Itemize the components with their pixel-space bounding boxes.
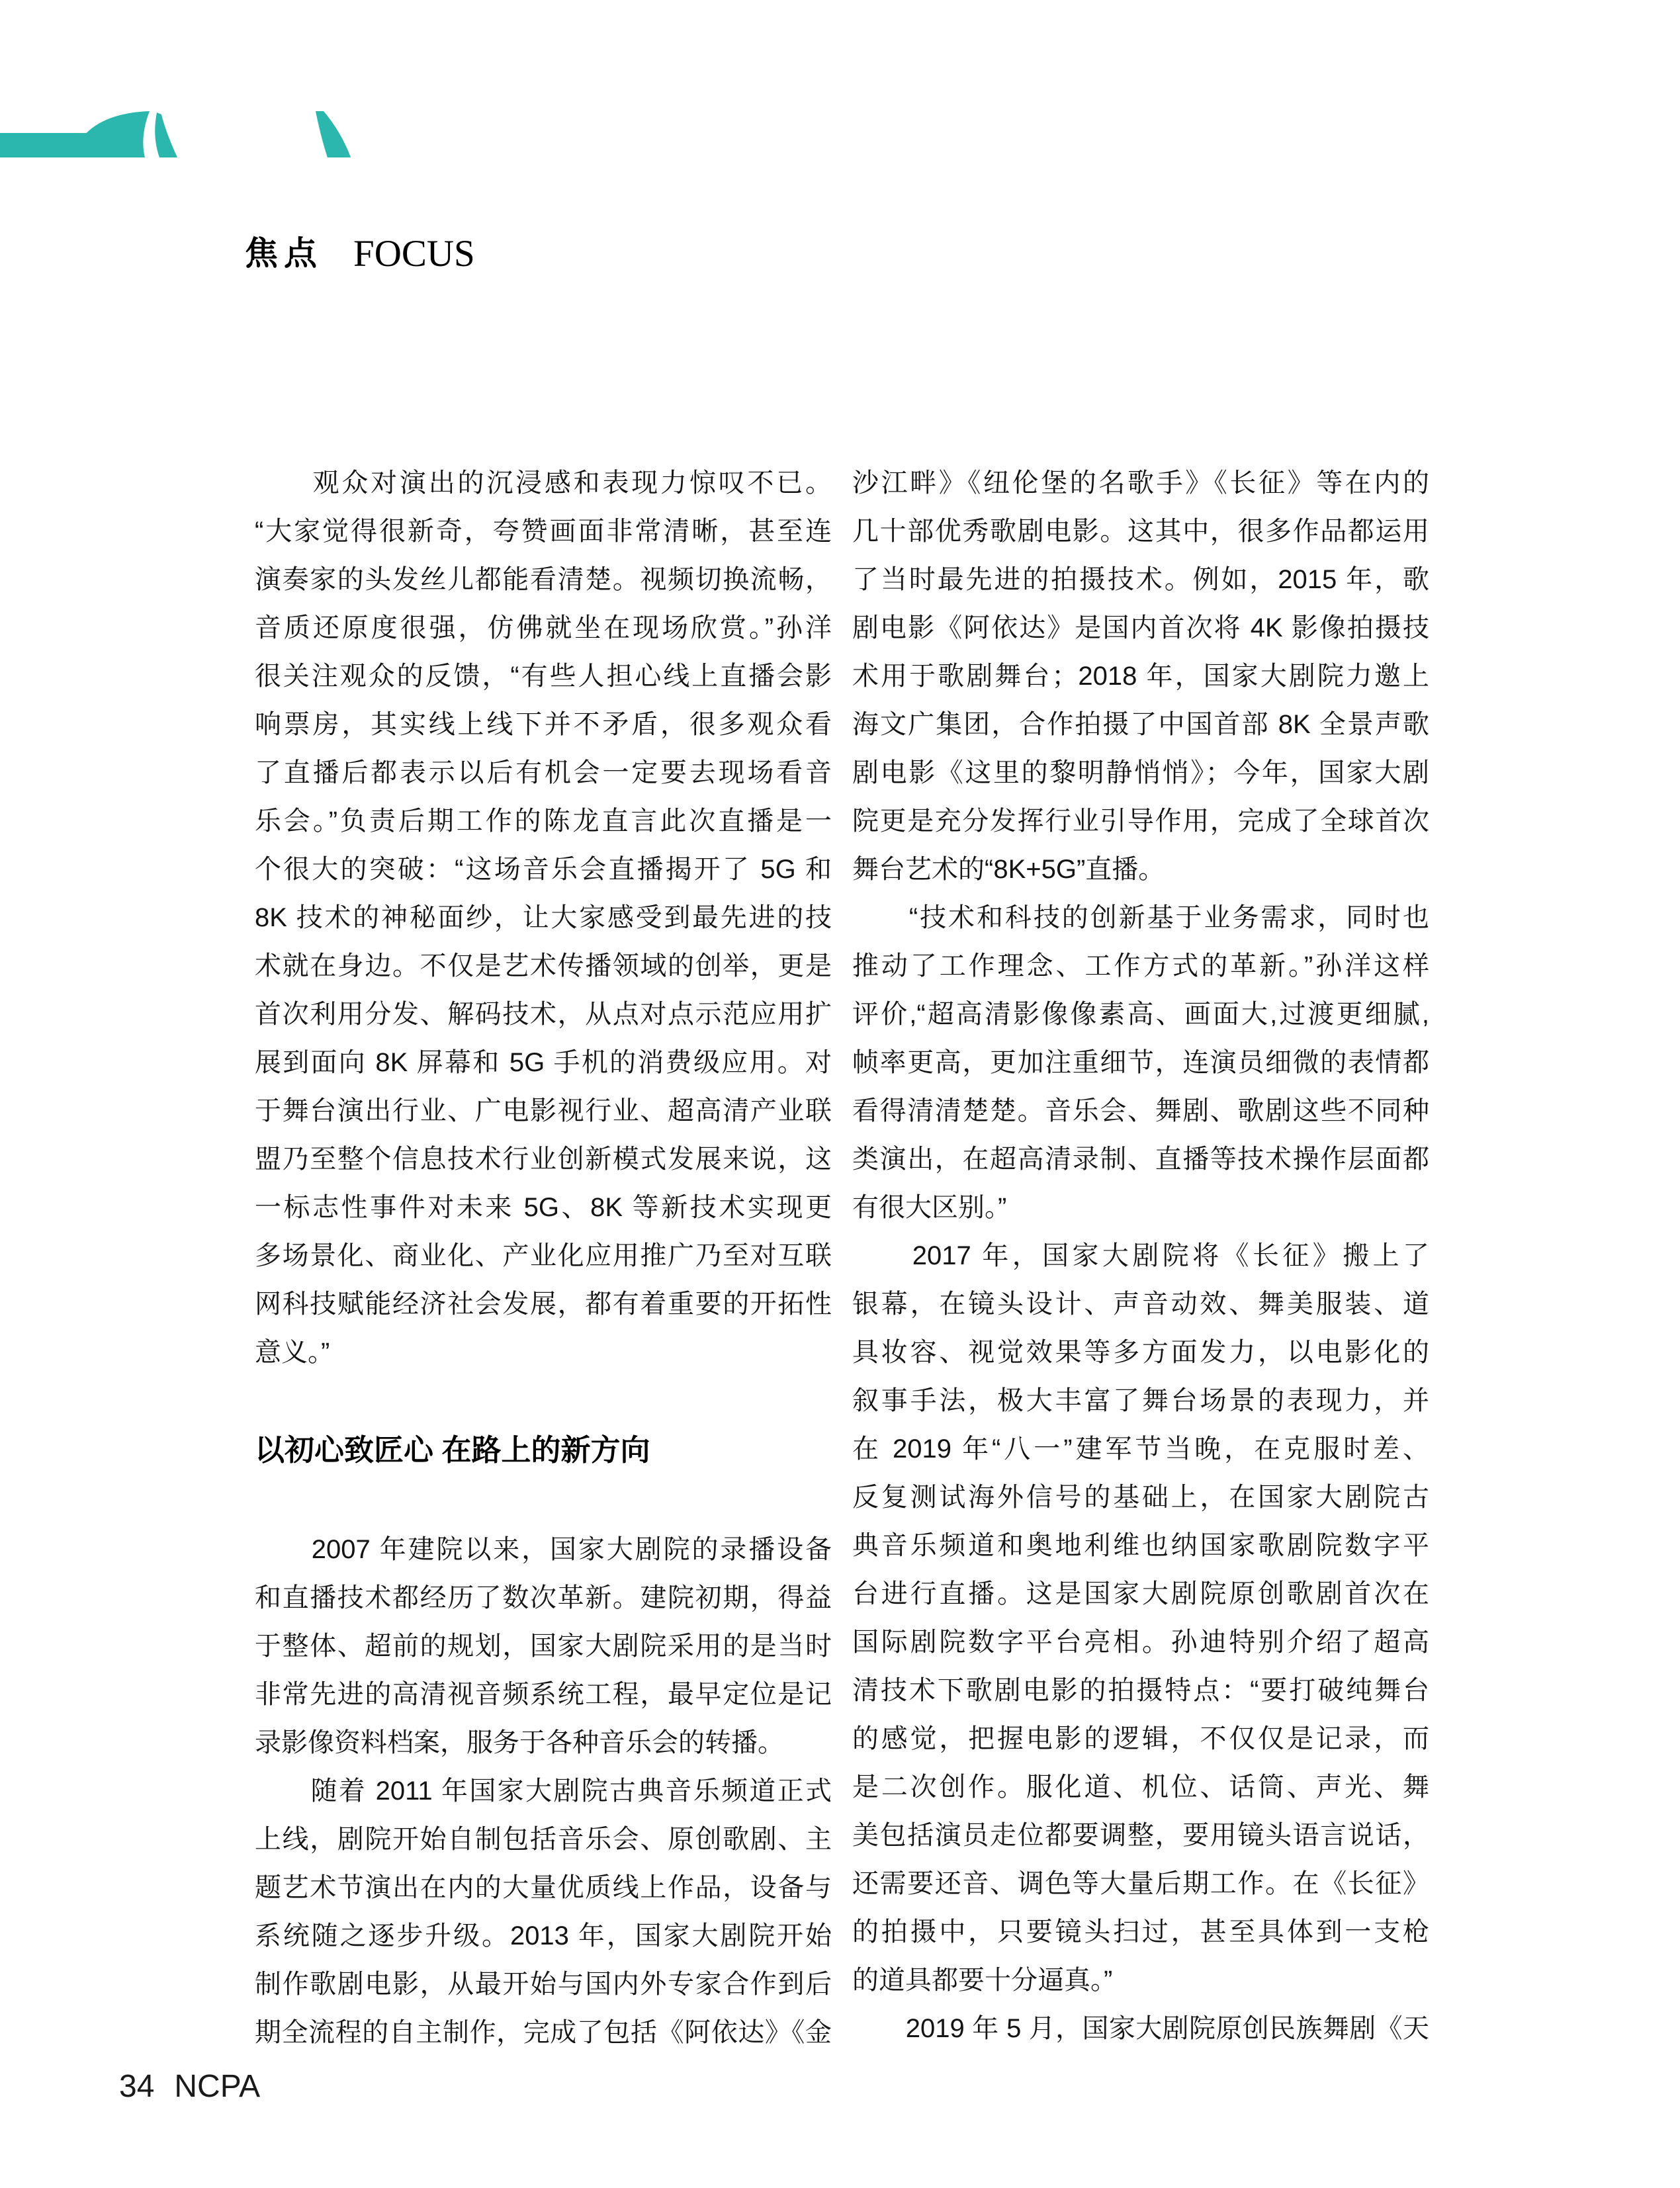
right-column bbox=[852, 459, 1429, 2053]
text-line: 反复测试海外信号的基础上，在国家大剧院古 bbox=[852, 1483, 1429, 1512]
text-line: 2017 年，国家大剧院将《长征》搬上了 bbox=[852, 1241, 1429, 1270]
text-line: 随着 2011 年国家大剧院古典音乐频道正式 bbox=[255, 1776, 832, 1806]
text-line: 录影像资料档案，服务于各种音乐会的转播。 bbox=[255, 1728, 784, 1757]
text-line: 舞台艺术的“8K+5G”直播。 bbox=[852, 855, 1165, 884]
text-line: 的道具都要十分逼真。” bbox=[852, 1966, 1113, 1995]
text-line: 在 2019 年“八一”建军节当晚，在克服时差、 bbox=[852, 1434, 1429, 1464]
text-line: 了当时最先进的拍摄技术。例如，2015 年，歌 bbox=[852, 565, 1429, 594]
text-line: 非常先进的高清视音频系统工程，最早定位是记 bbox=[255, 1680, 832, 1709]
text-line: 观众对演出的沉浸感和表现力惊叹不已。 bbox=[255, 468, 832, 498]
text-line: 台进行直播。这是国家大剧院原创歌剧首次在 bbox=[852, 1579, 1429, 1608]
text-line: 上线，剧院开始自制包括音乐会、原创歌剧、主 bbox=[255, 1825, 832, 1854]
text-line: 剧电影《阿依达》是国内首次将 4K 影像拍摄技 bbox=[852, 613, 1429, 642]
text-line: 音质还原度很强，仿佛就坐在现场欣赏。”孙洋 bbox=[255, 613, 832, 642]
text-line: 评价,“超高清影像像素高、画面大,过渡更细腻, bbox=[852, 1000, 1429, 1029]
text-line: 国际剧院数字平台亮相。孙迪特别介绍了超高 bbox=[852, 1628, 1429, 1657]
text-line: 术就在身边。不仅是艺术传播领域的创举，更是 bbox=[255, 951, 832, 981]
text-line: 看得清清楚楚。音乐会、舞剧、歌剧这些不同种 bbox=[852, 1096, 1429, 1125]
text-line: 有很大区别。” bbox=[852, 1193, 1007, 1222]
text-line: 个很大的突破：“这场音乐会直播揭开了 5G 和 bbox=[255, 855, 832, 884]
text-line: 期全流程的自主制作，完成了包括《阿依达》《金 bbox=[255, 2018, 832, 2047]
text-line: 美包括演员走位都要调整，要用镜头语言说话， bbox=[852, 1821, 1429, 1850]
text-line: 叙事手法，极大丰富了舞台场景的表现力，并 bbox=[852, 1386, 1429, 1415]
text-line: 和直播技术都经历了数次革新。建院初期，得益 bbox=[255, 1583, 832, 1612]
text-line: 的拍摄中，只要镜头扫过，甚至具体到一支枪 bbox=[852, 1917, 1429, 1947]
text-line: 几十部优秀歌剧电影。这其中，很多作品都运用 bbox=[852, 517, 1429, 546]
text-line: 院更是充分发挥行业引导作用，完成了全球首次 bbox=[852, 807, 1429, 836]
text-line: 术用于歌剧舞台；2018 年，国家大剧院力邀上 bbox=[852, 662, 1429, 691]
text-line: 2019 年 5 月，国家大剧院原创民族舞剧《天 bbox=[852, 2014, 1429, 2043]
text-line: 题艺术节演出在内的大量优质线上作品，设备与 bbox=[255, 1873, 832, 1902]
section-heading: 以初心致匠心 在路上的新方向 bbox=[255, 1433, 650, 1467]
logo-text-en: FOCUS bbox=[353, 233, 475, 275]
page-footer bbox=[119, 2070, 260, 2104]
text-line: 展到面向 8K 屏幕和 5G 手机的消费级应用。对 bbox=[255, 1048, 832, 1077]
text-line: 制作歌剧电影，从最开始与国内外专家合作到后 bbox=[255, 1970, 832, 1999]
text-line: 的感觉，把握电影的逻辑，不仅仅是记录，而 bbox=[852, 1724, 1429, 1753]
text-line: 盟乃至整个信息技术行业创新模式发展来说，这 bbox=[255, 1145, 832, 1174]
text-line: 推动了工作理念、工作方式的革新。”孙洋这样 bbox=[852, 951, 1429, 981]
text-line: 了直播后都表示以后有机会一定要去现场看音 bbox=[255, 758, 832, 787]
text-line: 一标志性事件对未来 5G、8K 等新技术实现更 bbox=[255, 1193, 832, 1222]
text-line: 网科技赋能经济社会发展，都有着重要的开拓性 bbox=[255, 1290, 832, 1319]
text-line: 类演出，在超高清录制、直播等技术操作层面都 bbox=[852, 1145, 1429, 1174]
text-line: 典音乐频道和奥地利维也纳国家歌剧院数字平 bbox=[852, 1531, 1429, 1560]
text-line: 响票房，其实线上线下并不矛盾，很多观众看 bbox=[255, 710, 832, 739]
header-logo bbox=[0, 111, 503, 275]
focus-logo-graphic bbox=[0, 111, 503, 160]
text-line: 帧率更高，更加注重细节，连演员细微的表情都 bbox=[852, 1048, 1429, 1077]
text-line: 还需要还音、调色等大量后期工作。在《长征》 bbox=[852, 1869, 1429, 1898]
text-line: 具妆容、视觉效果等多方面发力，以电影化的 bbox=[852, 1338, 1429, 1367]
text-line: 乐会。”负责后期工作的陈龙直言此次直播是一 bbox=[255, 807, 832, 836]
journal-name: NCPA bbox=[174, 2069, 261, 2104]
text-line: 2007 年建院以来，国家大剧院的录播设备 bbox=[255, 1535, 832, 1564]
text-line: “技术和科技的创新基于业务需求，同时也 bbox=[852, 903, 1429, 932]
text-line: 首次利用分发、解码技术，从点对点示范应用扩 bbox=[255, 1000, 832, 1029]
page-number: 34 bbox=[119, 2069, 155, 2104]
text-line: 意义。” bbox=[255, 1338, 330, 1367]
text-line: 清技术下歌剧电影的拍摄特点：“要打破纯舞台 bbox=[852, 1676, 1429, 1705]
text-line: 剧电影《这里的黎明静悄悄》；今年，国家大剧 bbox=[852, 758, 1429, 787]
text-line: 于整体、超前的规划，国家大剧院采用的是当时 bbox=[255, 1632, 832, 1661]
text-line: 于舞台演出行业、广电影视行业、超高清产业联 bbox=[255, 1096, 832, 1125]
text-line: 系统随之逐步升级。2013 年，国家大剧院开始 bbox=[255, 1921, 832, 1950]
text-line: “大家觉得很新奇，夸赞画面非常清晰，甚至连 bbox=[255, 517, 832, 546]
text-line: 很关注观众的反馈，“有些人担心线上直播会影 bbox=[255, 662, 832, 691]
left-column bbox=[255, 459, 832, 2057]
text-line: 沙江畔》《纽伦堡的名歌手》《长征》等在内的 bbox=[852, 468, 1429, 498]
logo-text-cn: 焦点 bbox=[245, 235, 323, 272]
text-line: 演奏家的头发丝儿都能看清楚。视频切换流畅， bbox=[255, 565, 832, 594]
text-line: 海文广集团，合作拍摄了中国首部 8K 全景声歌 bbox=[852, 710, 1429, 739]
text-line: 是二次创作。服化道、机位、话筒、声光、舞 bbox=[852, 1772, 1429, 1802]
text-line: 银幕，在镜头设计、声音动效、舞美服装、道 bbox=[852, 1290, 1429, 1319]
text-line: 8K 技术的神秘面纱，让大家感受到最先进的技 bbox=[255, 903, 832, 932]
text-line: 多场景化、商业化、产业化应用推广乃至对互联 bbox=[255, 1241, 832, 1270]
